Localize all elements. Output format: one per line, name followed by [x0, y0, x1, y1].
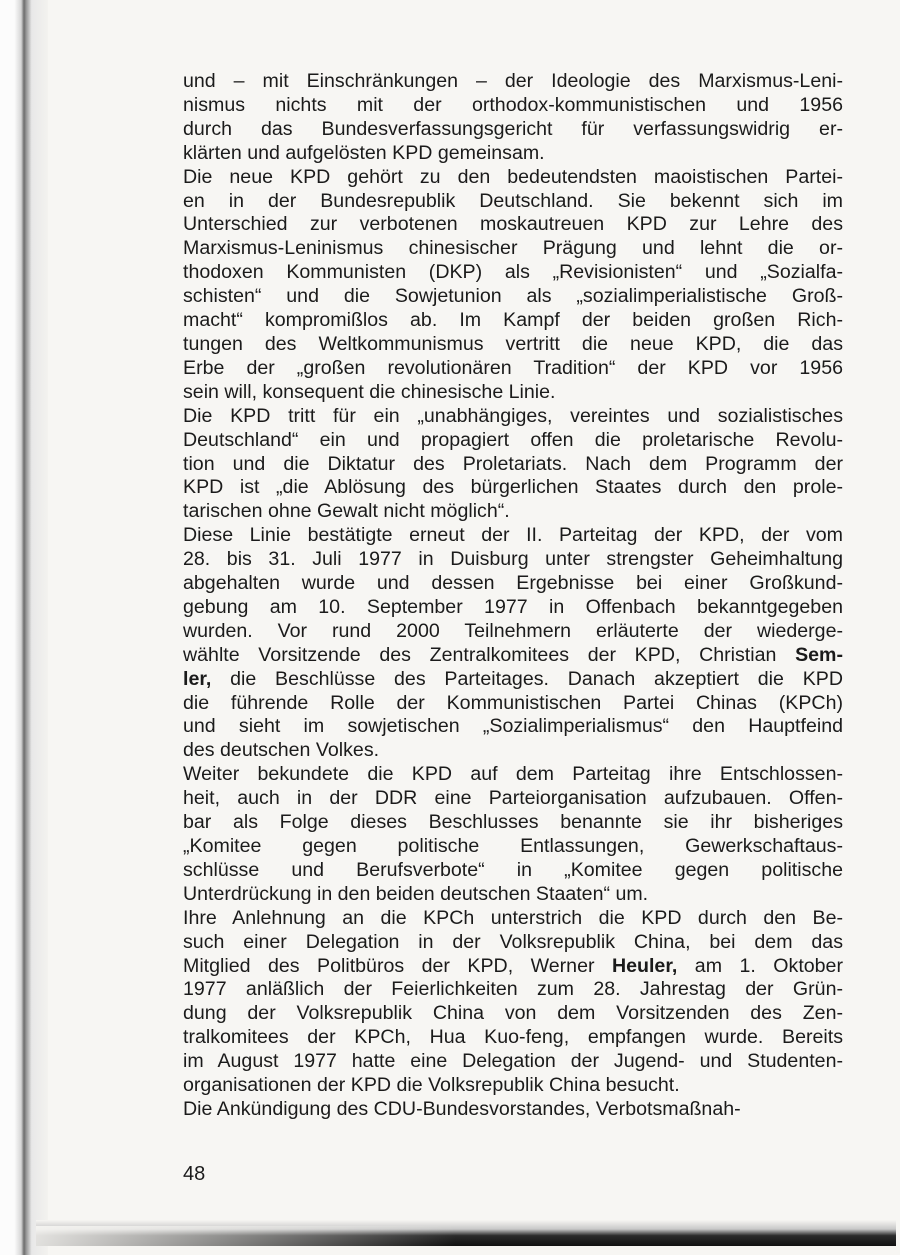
text-line — [183, 190, 843, 214]
text-line — [183, 596, 843, 620]
text-run: abgehalten wurde und dessen Ergebnisse bei einer Großkund- — [183, 572, 843, 595]
text-line — [183, 1026, 843, 1050]
text-run: des deutschen Volkes. — [183, 739, 380, 762]
text-line — [183, 476, 843, 500]
text-line — [183, 763, 843, 787]
text-run: bar als Folge dieses Beschlusses benannte sie ihr bisheriges — [183, 811, 843, 834]
text-run: tarischen ohne Gewalt nicht möglich“. — [183, 500, 510, 523]
paragraph — [183, 907, 843, 1098]
text-line — [183, 787, 843, 811]
text-line — [183, 500, 843, 524]
text-run: wurden. Vor rund 2000 Teilnehmern erläuterte der wiederge- — [183, 619, 843, 642]
text-run: die führende Rolle der Kommunistischen Partei Chinas (KPCh) — [183, 691, 843, 714]
paragraph — [183, 763, 843, 906]
text-run: Weiter bekundete die KPD auf dem Parteitag ihre Entschlossen- — [183, 763, 843, 786]
text-line — [183, 70, 843, 94]
text-run: gebung am 10. September 1977 in Offenbach bekanntgegeben — [183, 595, 843, 618]
text-run: Mitglied des Politbüros der KPD, Werner — [183, 954, 612, 977]
text-line — [183, 859, 843, 883]
paragraph — [183, 524, 843, 763]
bold-name: Heuler, — [611, 954, 678, 977]
text-run: macht“ kompromißlos ab. Im Kampf der beiden großen Rich- — [183, 309, 843, 332]
text-line — [183, 309, 843, 333]
text-run: thodoxen Kommunisten (DKP) als „Revisionisten“ und „Sozialfa- — [183, 261, 843, 284]
text-line — [183, 213, 843, 237]
text-run: sein will, konsequent die chinesische Linie. — [183, 380, 556, 403]
text-run: en in der Bundesrepublik Deutschland. Sie bekennt sich im — [183, 189, 843, 212]
paragraph — [183, 70, 843, 166]
text-line — [183, 1098, 843, 1122]
text-line — [183, 429, 843, 453]
text-run: 1977 anläßlich der Feierlichkeiten zum 28. Jahrestag der Grün- — [183, 978, 843, 1001]
text-line — [183, 142, 843, 166]
text-line — [183, 978, 843, 1002]
text-line — [183, 237, 843, 261]
text-line — [183, 739, 843, 763]
text-line — [183, 261, 843, 285]
text-run: Unterschied zur verbotenen moskautreuen KPD zur Lehre des — [183, 213, 843, 236]
text-line — [183, 955, 843, 979]
text-run: tungen des Weltkommunismus vertritt die neue KPD, die das — [183, 332, 843, 355]
text-run: Erbe der „großen revolutionären Tradition“ der KPD vor 1956 — [183, 356, 843, 379]
paragraph — [183, 405, 843, 525]
text-run: Unterdrückung in den beiden deutschen Staaten“ um. — [183, 882, 649, 905]
text-run: heit, auch in der DDR eine Parteiorganisation aufzubauen. Offen- — [183, 787, 843, 810]
text-run: Deutschland“ ein und propagiert offen die proletarische Revolu- — [183, 428, 843, 451]
text-line — [183, 715, 843, 739]
text-line — [183, 692, 843, 716]
text-line — [183, 620, 843, 644]
text-run: tion und die Diktatur des Proletariats. Nach dem Programm der — [183, 452, 843, 475]
text-run: Marxismus-Leninismus chinesischer Prägung und lehnt die or- — [183, 237, 843, 260]
text-line — [183, 453, 843, 477]
text-line — [183, 357, 843, 381]
text-line — [183, 668, 843, 692]
text-run: dung der Volksrepublik China von dem Vorsitzenden des Zen- — [183, 1002, 843, 1025]
text-run: Die Ankündigung des CDU-Bundesvorstandes, Verbotsmaßnah- — [183, 1097, 741, 1120]
bold-name: ler, — [183, 667, 212, 690]
text-run: im August 1977 hatte eine Delegation der Jugend- und Studenten- — [183, 1050, 843, 1073]
text-line — [183, 644, 843, 668]
text-run: tralkomitees der KPCh, Hua Kuo-feng, empfangen wurde. Bereits — [183, 1026, 843, 1049]
text-run: am 1. Oktober — [677, 954, 843, 977]
text-run: durch das Bundesverfassungsgericht für verfassungswidrig er- — [183, 117, 843, 140]
text-run: Diese Linie bestätigte erneut der II. Parteitag der KPD, der vom — [183, 524, 843, 547]
text-run: 28. bis 31. Juli 1977 in Duisburg unter strengster Geheimhaltung — [183, 548, 843, 571]
text-run: KPD ist „die Ablösung des bürgerlichen Staates durch den prole- — [183, 476, 843, 499]
book-binding-shadow — [0, 0, 48, 1255]
text-line — [183, 811, 843, 835]
text-run: und – mit Einschränkungen – der Ideologie des Marxismus-Leni- — [183, 70, 843, 92]
text-line — [183, 381, 843, 405]
text-line — [183, 166, 843, 190]
page-number: 48 — [183, 1163, 206, 1185]
text-run: klärten und aufgelösten KPD gemeinsam. — [183, 141, 545, 164]
text-line — [183, 548, 843, 572]
text-line — [183, 1002, 843, 1026]
text-line — [183, 1074, 843, 1098]
text-run: und sieht im sowjetischen „Sozialimperialismus“ den Hauptfeind — [183, 715, 843, 738]
paragraph — [183, 166, 843, 405]
text-line — [183, 405, 843, 429]
text-run: schisten“ und die Sowjetunion als „sozialimperialistische Groß- — [183, 285, 843, 308]
text-run: „Komitee gegen politische Entlassungen, Gewerkschaftaus- — [183, 835, 843, 857]
bold-name: Sem- — [795, 643, 843, 666]
text-run: wählte Vorsitzende des Zentralkomitees der KPD, Christian — [183, 643, 796, 666]
text-line — [183, 931, 843, 955]
text-run: such einer Delegation in der Volksrepublik China, bei dem das — [183, 930, 843, 953]
text-line — [183, 907, 843, 931]
paragraph — [183, 1098, 843, 1122]
text-run: Die neue KPD gehört zu den bedeutendsten maoistischen Partei- — [183, 165, 843, 188]
text-run: schlüsse und Berufsverbote“ in „Komitee gegen politische — [183, 858, 843, 881]
text-line — [183, 524, 843, 548]
page-bottom-edge-fade — [36, 1226, 456, 1246]
text-line — [183, 572, 843, 596]
text-run: die Beschlüsse des Parteitages. Danach akzeptiert die KPD — [211, 667, 843, 690]
text-run: nismus nichts mit der orthodox-kommunistischen und 1956 — [183, 93, 843, 116]
body-text — [183, 70, 843, 1122]
text-line — [183, 94, 843, 118]
text-run: Ihre Anlehnung an die KPCh unterstrich die KPD durch den Be- — [183, 906, 843, 929]
text-run: organisationen der KPD die Volksrepublik China besucht. — [183, 1074, 680, 1097]
text-line — [183, 118, 843, 142]
text-run: Die KPD tritt für ein „unabhängiges, vereintes und sozialistisches — [183, 404, 843, 427]
text-line — [183, 1050, 843, 1074]
text-line — [183, 285, 843, 309]
text-line — [183, 883, 843, 907]
text-line — [183, 333, 843, 357]
text-line — [183, 835, 843, 859]
